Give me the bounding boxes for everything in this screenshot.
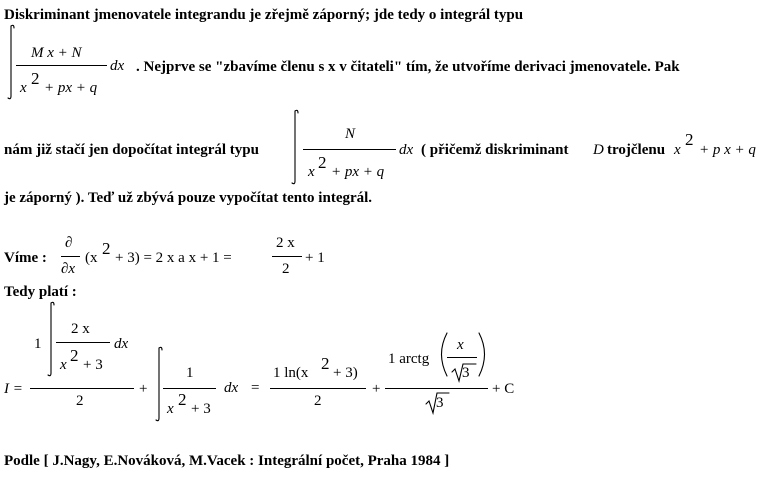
vime-fraction-bar — [272, 256, 302, 257]
vime-fraction-denominator: 2 — [282, 261, 290, 277]
result-1-numerator-exponent: 2 — [321, 354, 330, 373]
arctg-argument-numerator: x — [457, 337, 464, 353]
dx-1: dx — [110, 58, 125, 74]
discriminant-symbol: D — [593, 142, 604, 158]
partial-bar — [61, 256, 80, 257]
fraction-1-denominator-x: x — [20, 80, 27, 96]
integral-sign-inner — [48, 302, 54, 375]
inner-denominator-rest: + 3 — [83, 357, 103, 373]
arctg-argument-bar — [447, 357, 477, 358]
result-2-denominator: 3 — [436, 395, 444, 411]
trinomial-exponent: 2 — [685, 130, 694, 149]
result-1-numerator-start: 1 ln(x — [273, 365, 309, 381]
reference-line: Podle [ J.Nagy, E.Nováková, M.Vacek : Integrální počet, Praha 1984 ] — [4, 453, 450, 469]
dx-inner: dx — [114, 336, 129, 352]
inner-numerator: 2 x — [71, 321, 90, 337]
dx-2: dx — [399, 142, 414, 158]
plus-1: + — [139, 381, 148, 397]
fraction-2-denominator-rest: + px + q — [331, 164, 385, 180]
integral-sign-second — [156, 347, 162, 420]
plus-C: + C — [492, 381, 515, 397]
dx-second: dx — [224, 380, 239, 396]
vime-expression-exponent: 2 — [102, 239, 111, 258]
second-numerator: 1 — [186, 365, 194, 381]
vime-plus-one: + 1 — [305, 250, 325, 266]
main-fraction-denominator: 2 — [76, 393, 84, 409]
integral-sign-1 — [8, 25, 14, 98]
plus-2: + — [372, 381, 381, 397]
I-equals: I = — [4, 381, 23, 397]
fraction-2-bar — [303, 149, 396, 150]
inner-bar — [56, 342, 110, 343]
trinomial-x: x — [674, 142, 681, 158]
second-denominator-rest: + 3 — [191, 401, 211, 417]
fraction-2-denominator-x: x — [308, 164, 315, 180]
fraction-2-denominator-exponent: 2 — [318, 153, 327, 172]
paragraph-line-3-trinomial-word: trojčlenu — [607, 142, 666, 158]
inner-denominator-exponent: 2 — [70, 346, 79, 365]
arctg-right-paren — [479, 333, 485, 376]
inner-denominator-x: x — [60, 357, 67, 373]
second-denominator-x: x — [167, 401, 174, 417]
coef-one: 1 — [34, 336, 42, 352]
result-2-numerator-start: 1 arctg — [388, 351, 430, 367]
vime-fraction-numerator: 2 x — [276, 235, 295, 251]
result-1-bar — [270, 388, 366, 389]
equals-sign: = — [251, 380, 260, 396]
fraction-1-bar — [16, 65, 107, 66]
result-1-numerator-rest: + 3) — [333, 365, 358, 381]
paragraph-line-4: je záporný ). Teď už zbývá pouze vypočítat tento integrál. — [4, 190, 373, 206]
fraction-1-numerator: M x + N — [31, 45, 82, 61]
vime-expression-rest: + 3) = 2 x a x + 1 = — [115, 250, 232, 266]
trinomial-rest: + p x + q — [699, 142, 756, 158]
main-fraction-bar — [30, 388, 134, 389]
arctg-left-paren — [442, 333, 448, 376]
arctg-argument-denominator: 3 — [462, 365, 470, 381]
fraction-1-denominator-rest: + px + q — [44, 80, 98, 96]
second-denominator-exponent: 2 — [178, 390, 187, 409]
second-bar — [163, 388, 216, 389]
paragraph-line-2: . Nejprve se "zbavíme členu s x v čitateli" tím, že utvoříme derivaci jmenovatele. Pak — [136, 59, 680, 75]
partial-numerator: ∂ — [65, 235, 73, 251]
vime-label: Víme : — [4, 250, 47, 266]
paragraph-line-3-start: nám již stačí jen dopočítat integrál typu — [4, 142, 259, 158]
result-2-bar — [385, 388, 488, 389]
vime-expression-start: (x — [85, 250, 98, 266]
partial-denominator: ∂x — [61, 261, 76, 277]
paragraph-line-1: Diskriminant jmenovatele integrandu je zřejmě záporný; jde tedy o integrál typu — [4, 7, 524, 23]
tedy-label: Tedy platí : — [4, 284, 77, 300]
fraction-1-denominator-exponent: 2 — [31, 69, 40, 88]
integral-sign-2 — [292, 110, 298, 183]
fraction-2-numerator: N — [345, 126, 356, 142]
result-1-denominator: 2 — [314, 393, 322, 409]
paragraph-line-3-middle: ( přičemž diskriminant — [421, 142, 569, 158]
